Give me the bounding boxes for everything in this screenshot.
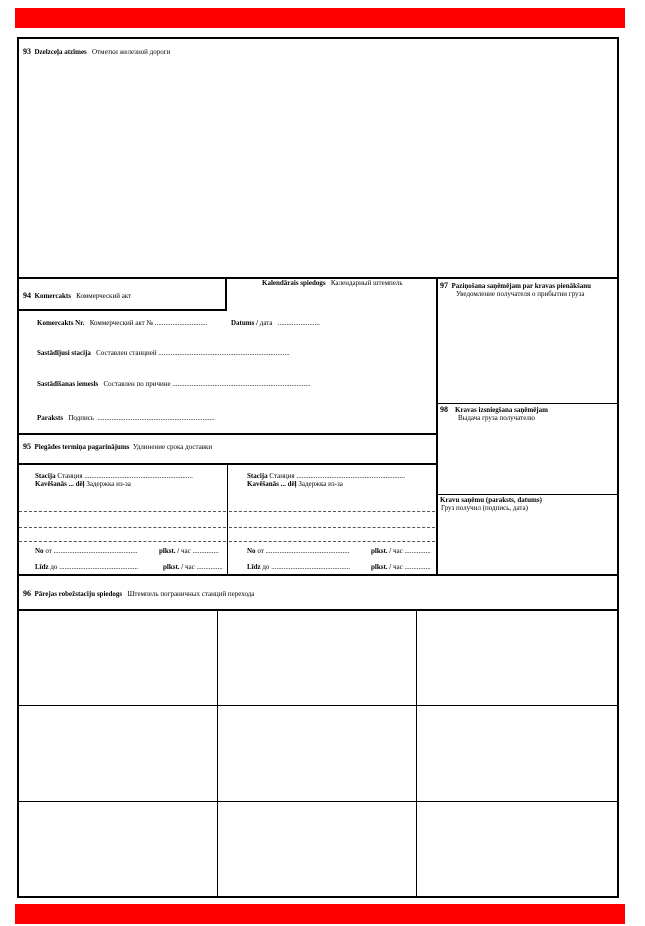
section-93-label-ru: Отметки железной дороги	[92, 48, 171, 56]
station-left-ru: Станция	[57, 472, 83, 480]
from-left-ru: от	[45, 547, 52, 555]
until-right-time-lv: plkst. /	[371, 563, 392, 571]
top-red-bar	[15, 8, 625, 28]
compile-reason-field	[37, 380, 311, 389]
until-right-lv: Līdz	[247, 563, 261, 571]
signature-lv: Paraksts	[37, 414, 64, 422]
delay-left-ru: Задержка из-за	[86, 480, 131, 488]
delay-left-line-3	[19, 541, 226, 542]
section-98-number: 98	[440, 405, 448, 414]
until-left-time-line: ...............	[196, 563, 223, 571]
divider-95	[17, 574, 619, 576]
calendar-stamp-lv: Kalendārais spiedogs	[262, 279, 326, 287]
until-left-time-field	[163, 563, 223, 572]
section-96-label-ru: Штемпель пограничных станций перехода	[127, 590, 255, 598]
section-96-label-lv: Pārejas robežstaciju spiedogs	[34, 590, 123, 598]
from-right-field	[247, 547, 350, 556]
until-right-field	[247, 563, 350, 572]
until-right-time-ru: час	[392, 563, 403, 571]
act-date-field	[231, 319, 320, 328]
signature-line: ...................................................................	[97, 414, 215, 422]
grid-row-line-2	[17, 801, 619, 802]
from-left-field	[35, 547, 138, 556]
grid-col-line-1	[217, 610, 218, 898]
divider-95-columns	[227, 464, 228, 574]
commercial-act-number-field	[37, 319, 207, 328]
section-95-label-ru: Удлинение срока доставки	[132, 443, 213, 451]
delay-left-line-1	[19, 511, 226, 512]
section-95-label-lv: Piegādes termiņa pagarinājums	[34, 443, 130, 451]
from-right-ru: от	[257, 547, 264, 555]
until-right-ru: до	[262, 563, 270, 571]
section-95-header	[23, 442, 212, 452]
delay-left-field	[35, 480, 131, 489]
station-left-lv: Stacija	[35, 472, 56, 480]
section-98-label-ru: Выдача груза получателю	[458, 414, 536, 422]
bottom-red-bar	[15, 904, 625, 924]
compiled-station-ru: Составлен станцией	[96, 349, 157, 357]
section-93-number: 93	[23, 47, 31, 56]
until-right-time-line: ...............	[404, 563, 431, 571]
divider-97-98	[436, 403, 619, 404]
compile-reason-line: ...............................................................................	[172, 380, 311, 388]
section-98-label-lv: Kravas izsniegšana saņēmējam	[455, 406, 548, 414]
delay-right-line-2	[229, 527, 435, 528]
from-left-time-lv: plkst. /	[159, 547, 180, 555]
calendar-stamp-label	[262, 279, 403, 288]
grid-row-line-1	[17, 705, 619, 706]
delay-left-lv: Kavēšanās ... dēļ	[35, 480, 85, 488]
act-date-line: ........................	[277, 319, 320, 327]
section-97-number: 97	[440, 281, 448, 290]
delay-right-lv: Kavēšanās ... dēļ	[247, 480, 297, 488]
form-frame	[17, 37, 619, 898]
compile-reason-ru: Составлен по причине	[103, 380, 171, 388]
signature-ru: Подпись	[68, 414, 95, 422]
section-93-label-lv: Dzelzceļa atzīmes	[34, 48, 87, 56]
grid-col-line-2	[416, 610, 417, 898]
section-95-number: 95	[23, 442, 31, 451]
until-left-line: .............................................	[59, 563, 138, 571]
until-left-ru: до	[50, 563, 58, 571]
until-left-lv: Līdz	[35, 563, 49, 571]
divider-96	[17, 609, 619, 611]
from-left-time-line: ...............	[192, 547, 219, 555]
section-93-header	[23, 47, 170, 57]
cargo-received-ru: Груз получил (подпись, дата)	[441, 504, 528, 512]
from-right-time-field	[371, 547, 431, 556]
from-left-time-field	[159, 547, 219, 556]
delay-right-field	[247, 480, 343, 489]
section-97-label-ru: Уведомление получателя о прибытии груза	[456, 290, 585, 298]
commercial-act-number-ru: Коммерческий акт №	[89, 319, 154, 327]
compiled-station-lv: Sastādījusi stacija	[37, 349, 91, 357]
signature-field	[37, 414, 215, 423]
cargo-received-lv: Kravu saņēmu (paraksts, datums)	[440, 496, 542, 504]
from-right-time-line: ...............	[404, 547, 431, 555]
divider-98-receipt	[436, 494, 619, 495]
station-right-line: ..............................................................	[296, 472, 405, 480]
from-left-line: ................................................	[53, 547, 138, 555]
section-97-label-lv: Paziņošana saņēmējam par kravas pienākšanu	[451, 282, 592, 290]
section-96-header	[23, 589, 254, 599]
compiled-station-line: ...........................................................................	[158, 349, 290, 357]
until-right-time-field	[371, 563, 431, 572]
commercial-act-number-lv: Komercakts Nr.	[37, 319, 85, 327]
section-94-header	[23, 291, 131, 301]
delay-right-line-3	[229, 541, 435, 542]
from-left-lv: No	[35, 547, 44, 555]
until-left-time-ru: час	[184, 563, 195, 571]
act-date-ru: дата	[259, 319, 273, 327]
delay-right-ru: Задержка из-за	[298, 480, 343, 488]
compile-reason-lv: Sastādīšanas iemesls	[37, 380, 99, 388]
compiled-station-field	[37, 349, 290, 358]
station-left-line: ..............................................................	[84, 472, 193, 480]
from-left-time-ru: час	[180, 547, 191, 555]
until-left-field	[35, 563, 138, 572]
until-left-time-lv: plkst. /	[163, 563, 184, 571]
delay-left-line-2	[19, 527, 226, 528]
from-right-time-lv: plkst. /	[371, 547, 392, 555]
calendar-stamp-ru: Календарный штемпель	[330, 279, 403, 287]
station-right-ru: Станция	[269, 472, 295, 480]
delay-right-line-1	[229, 511, 435, 512]
section-94-label-lv: Komercakts	[34, 292, 71, 300]
station-right-lv: Stacija	[247, 472, 268, 480]
section-96-number: 96	[23, 589, 31, 598]
from-right-lv: No	[247, 547, 256, 555]
section-94-number: 94	[23, 291, 31, 300]
section-94-label-ru: Коммерческий акт	[76, 292, 132, 300]
from-right-time-ru: час	[392, 547, 403, 555]
act-date-lv: Datums /	[231, 319, 259, 327]
until-right-line: .............................................	[271, 563, 350, 571]
divider-right-column	[436, 278, 438, 575]
commercial-act-number-line: ..............................	[154, 319, 208, 327]
from-right-line: ................................................	[265, 547, 350, 555]
